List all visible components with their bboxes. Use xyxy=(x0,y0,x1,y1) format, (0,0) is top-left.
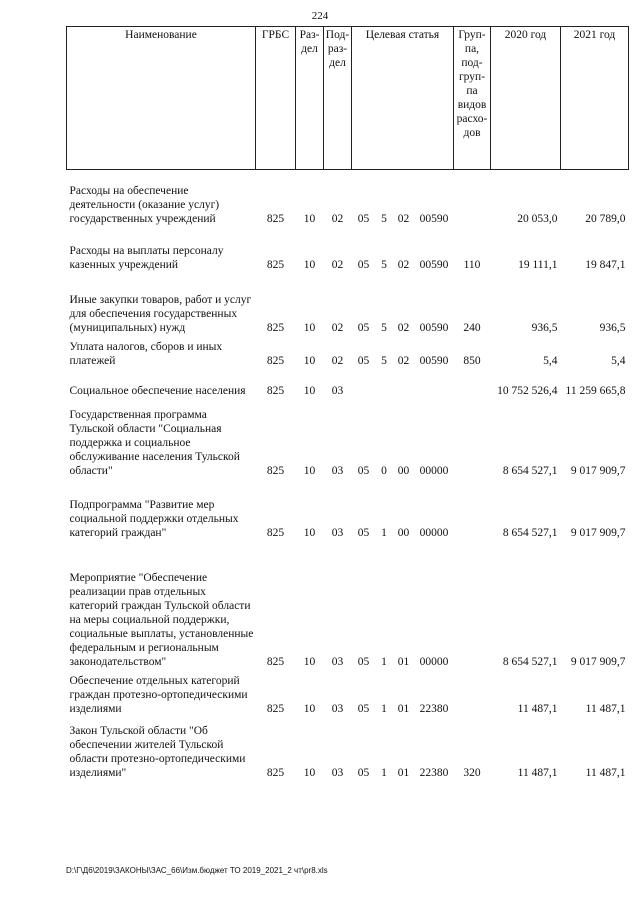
row-target-program: 05 xyxy=(357,464,370,477)
row-target-program: 05 xyxy=(357,766,370,779)
row-amount-2021: 9 017 909,7 xyxy=(570,526,626,539)
row-group: 850 xyxy=(463,354,481,367)
row-target-event: 02 xyxy=(397,354,410,367)
row-podrazdel: 03 xyxy=(331,526,344,539)
row-target-event xyxy=(393,368,415,398)
table-row xyxy=(67,368,629,398)
row-group xyxy=(454,669,491,716)
row-razdel: 10 xyxy=(303,354,316,367)
table-row xyxy=(67,226,629,272)
header-podrazdel: Под-раз-дел xyxy=(324,27,352,170)
row-name: Закон Тульской области "Об обеспечении жителей Тульской области протезно-ортопедическими изделиями" xyxy=(69,724,246,779)
row-razdel: 10 xyxy=(303,384,316,397)
row-grbs: 825 xyxy=(266,655,285,668)
row-target-event: 02 xyxy=(397,258,410,271)
row-group xyxy=(454,368,491,398)
row-amount-2021: 11 487,1 xyxy=(585,766,626,779)
row-podrazdel: 02 xyxy=(331,321,344,334)
row-name: Расходы на обеспечение деятельности (оказание услуг) государственных учреждений xyxy=(69,184,220,225)
row-target-subprogram: 1 xyxy=(381,702,387,715)
row-podrazdel: 03 xyxy=(331,384,344,397)
row-razdel: 10 xyxy=(303,464,316,477)
row-podrazdel: 02 xyxy=(331,212,344,225)
row-podrazdel: 03 xyxy=(331,702,344,715)
row-group xyxy=(454,170,491,226)
row-target-subprogram: 5 xyxy=(381,321,387,334)
row-podrazdel: 03 xyxy=(331,655,344,668)
row-amount-2021: 20 789,0 xyxy=(585,212,626,225)
row-amount-2020: 5,4 xyxy=(543,354,558,367)
row-target-subprogram: 1 xyxy=(381,766,387,779)
header-group: Груп-па, под-груп-па видов расхо-дов xyxy=(454,27,491,170)
row-target-program: 05 xyxy=(357,702,370,715)
table-row xyxy=(67,272,629,335)
header-target: Целевая статья xyxy=(352,27,454,170)
row-razdel: 10 xyxy=(303,321,316,334)
row-name: Государственная программа Тульской области "Социальная поддержка и социальное обслуживание населения Тульской области" xyxy=(69,408,240,477)
row-grbs: 825 xyxy=(266,526,285,539)
row-target-event: 00 xyxy=(397,526,410,539)
table-row xyxy=(67,398,629,478)
row-grbs: 825 xyxy=(266,321,285,334)
row-razdel: 10 xyxy=(303,526,316,539)
header-name: Наименование xyxy=(67,27,256,170)
row-grbs: 825 xyxy=(266,702,285,715)
row-name: Мероприятие "Обеспечение реализации прав отдельных категорий граждан Тульской области на меры социальной поддержки, социальные выплаты, установленные федеральным и региональным законодательством" xyxy=(69,571,254,668)
row-target-subprogram: 1 xyxy=(381,526,387,539)
page-number: 224 xyxy=(311,10,329,22)
row-name: Социальное обеспечение населения xyxy=(69,384,246,397)
row-target-event: 01 xyxy=(397,766,410,779)
row-amount-2020: 19 111,1 xyxy=(518,258,558,271)
row-group xyxy=(454,398,491,478)
row-podrazdel: 02 xyxy=(331,258,344,271)
row-amount-2020: 8 654 527,1 xyxy=(502,655,558,668)
row-group xyxy=(454,478,491,540)
table-row xyxy=(67,669,629,716)
row-name: Подпрограмма "Развитие мер социальной поддержки отдельных категорий граждан" xyxy=(69,498,239,539)
header-razdel: Раз-дел xyxy=(296,27,324,170)
header-2020: 2020 год xyxy=(491,27,561,170)
row-target-subprogram xyxy=(376,368,393,398)
table-row xyxy=(67,335,629,368)
table-row xyxy=(67,478,629,540)
row-group: 320 xyxy=(463,766,481,779)
row-name: Иные закупки товаров, работ и услуг для обеспечения государственных (муниципальных) нужд xyxy=(69,293,252,334)
row-target-program xyxy=(352,368,376,398)
row-razdel: 10 xyxy=(303,702,316,715)
table-row xyxy=(67,540,629,669)
row-amount-2020: 11 487,1 xyxy=(517,766,558,779)
table-row xyxy=(67,170,629,226)
row-group: 110 xyxy=(463,258,481,271)
row-razdel: 10 xyxy=(303,655,316,668)
row-amount-2021: 19 847,1 xyxy=(585,258,626,271)
row-target-subprogram: 5 xyxy=(381,212,387,225)
row-target-subprogram: 5 xyxy=(381,354,387,367)
budget-table xyxy=(66,26,629,780)
row-amount-2021: 9 017 909,7 xyxy=(570,464,626,477)
row-target-event: 02 xyxy=(397,321,410,334)
row-target-direction: 00000 xyxy=(419,464,449,477)
table-row xyxy=(67,716,629,780)
row-target-event: 02 xyxy=(397,212,410,225)
row-target-program: 05 xyxy=(357,212,370,225)
row-amount-2021: 9 017 909,7 xyxy=(570,655,626,668)
row-grbs: 825 xyxy=(266,212,285,225)
row-target-program: 05 xyxy=(357,258,370,271)
row-target-direction: 00590 xyxy=(419,258,449,271)
row-group: 240 xyxy=(463,321,481,334)
row-target-event: 01 xyxy=(397,702,410,715)
row-podrazdel: 02 xyxy=(331,354,344,367)
row-target-direction: 00000 xyxy=(419,655,449,668)
row-target-program: 05 xyxy=(357,655,370,668)
row-target-direction: 22380 xyxy=(419,766,449,779)
row-grbs: 825 xyxy=(266,354,285,367)
row-target-program: 05 xyxy=(357,526,370,539)
row-grbs: 825 xyxy=(266,464,285,477)
row-target-subprogram: 1 xyxy=(381,655,387,668)
row-razdel: 10 xyxy=(303,766,316,779)
row-podrazdel: 03 xyxy=(331,464,344,477)
row-grbs: 825 xyxy=(266,384,285,397)
row-target-direction: 22380 xyxy=(419,702,449,715)
row-name: Обеспечение отдельных категорий граждан протезно-ортопедическими изделиями xyxy=(69,674,248,715)
row-grbs: 825 xyxy=(266,766,285,779)
row-name: Уплата налогов, сборов и иных платежей xyxy=(69,340,223,367)
row-amount-2021: 5,4 xyxy=(611,354,626,367)
row-amount-2020: 20 053,0 xyxy=(517,212,558,225)
row-target-program: 05 xyxy=(357,354,370,367)
row-amount-2021: 936,5 xyxy=(599,321,626,334)
row-razdel: 10 xyxy=(303,258,316,271)
row-target-subprogram: 5 xyxy=(381,258,387,271)
row-target-direction: 00590 xyxy=(419,354,449,367)
row-target-event: 00 xyxy=(397,464,410,477)
header-row xyxy=(67,27,629,170)
header-2021: 2021 год xyxy=(561,27,629,170)
row-amount-2020: 8 654 527,1 xyxy=(502,526,558,539)
row-name: Расходы на выплаты персоналу казенных учреждений xyxy=(69,244,224,271)
row-grbs: 825 xyxy=(266,258,285,271)
row-group xyxy=(454,540,491,669)
row-target-direction xyxy=(415,368,454,398)
row-target-subprogram: 0 xyxy=(381,464,387,477)
row-podrazdel: 03 xyxy=(331,766,344,779)
row-target-direction: 00590 xyxy=(419,321,449,334)
row-target-direction: 00000 xyxy=(419,526,449,539)
row-target-event: 01 xyxy=(397,655,410,668)
row-amount-2020: 936,5 xyxy=(531,321,558,334)
row-amount-2020: 10 752 526,4 xyxy=(497,384,558,397)
row-razdel: 10 xyxy=(303,212,316,225)
row-amount-2021: 11 259 665,8 xyxy=(565,384,626,397)
row-target-direction: 00590 xyxy=(419,212,449,225)
header-grbs: ГРБС xyxy=(256,27,296,170)
row-target-program: 05 xyxy=(357,321,370,334)
file-path: D:\Г\Д6\2019\ЗАКОНЫ\ЗАС_66\Изм.бюджет ТО 2019_2021_2 чт\pr8.xls xyxy=(66,866,328,875)
row-amount-2020: 11 487,1 xyxy=(517,702,558,715)
row-amount-2021: 11 487,1 xyxy=(585,702,626,715)
row-amount-2020: 8 654 527,1 xyxy=(502,464,558,477)
